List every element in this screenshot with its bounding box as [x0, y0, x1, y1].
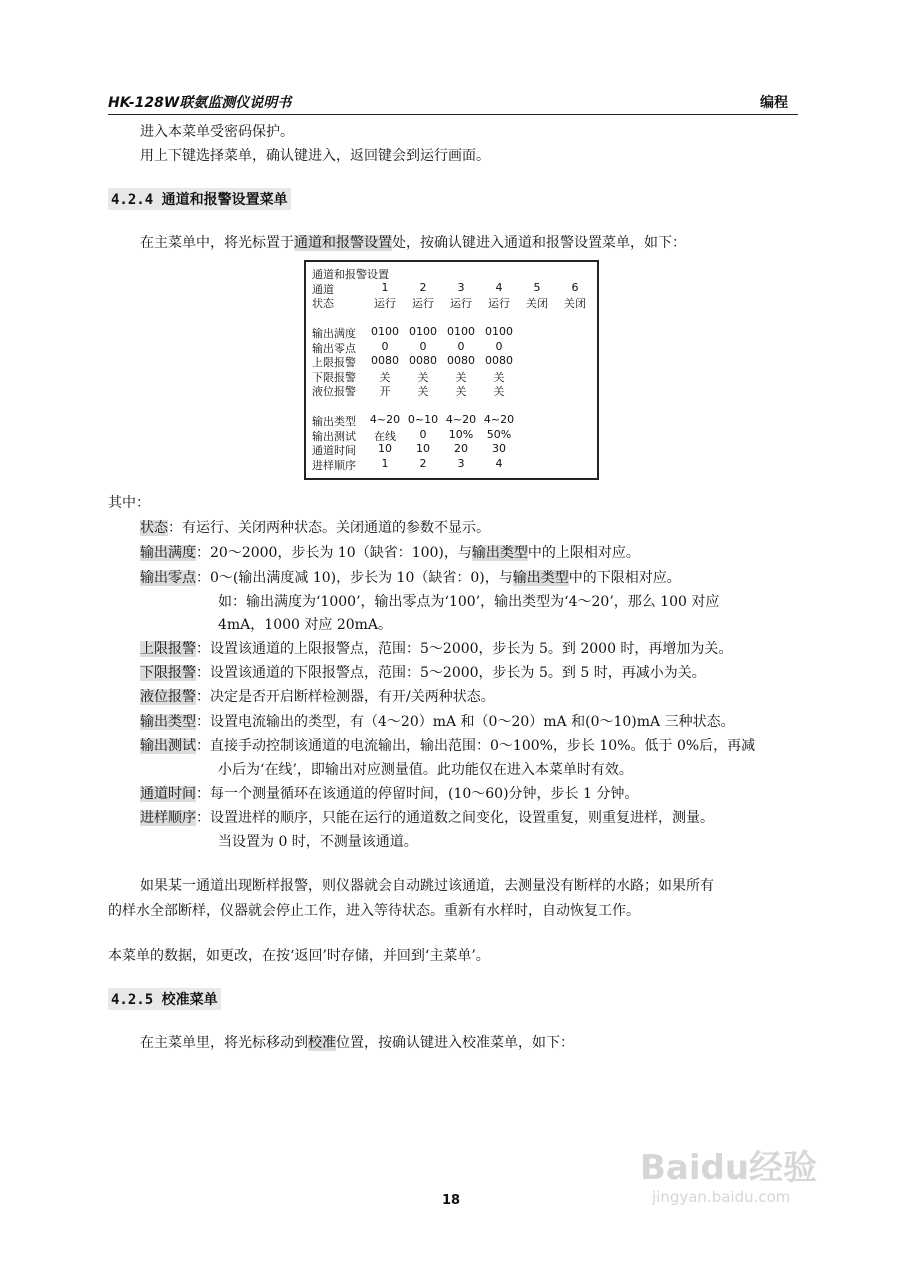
screen-cell: 0080 — [409, 354, 437, 367]
def-sep: ： — [196, 545, 210, 561]
label-qizhong: 其中： — [108, 495, 150, 511]
def-desc: 设置进样的顺序，只能在运行的通道数之间变化，设置重复，则重复进样，测量。 — [210, 810, 714, 826]
def-desc: 设置该通道的上限报警点，范围：5～2000，步长为 5。到 2000 时，再增加为关。 — [210, 641, 733, 657]
screen-cell: 4 — [495, 281, 503, 294]
page-number: 18 — [442, 1193, 461, 1208]
screen-cell: 关 — [379, 371, 391, 384]
text: 位置，按确认键进入校准菜单，如下： — [336, 1035, 574, 1051]
def-continuation: 小后为‘在线’，即输出对应测量值。此功能仅在进入本菜单时有效。 — [218, 762, 633, 778]
screen-cell: 0 — [419, 340, 427, 353]
screen-cell: 运行 — [374, 297, 396, 310]
def-term: 下限报警 — [140, 665, 196, 681]
screen-row-label: 液位报警 — [312, 385, 356, 398]
def-desc: 0～(输出满度减 10)，步长为 10（缺省：0)，与 — [210, 570, 513, 586]
screen-cell: 0080 — [485, 354, 513, 367]
screen-row-label: 输出满度 — [312, 327, 356, 340]
screen-cell: 1 — [381, 457, 389, 470]
screen-row-label: 输出类型 — [312, 415, 356, 428]
def-desc: 有运行、关闭两种状态。关闭通道的参数不显示。 — [182, 520, 490, 536]
def-desc: 中的上限相对应。 — [527, 545, 640, 561]
screen-cell: 关闭 — [526, 297, 548, 310]
section-heading-4-2-4 — [108, 188, 291, 210]
intro-line: 进入本菜单受密码保护。 — [140, 124, 294, 140]
highlight-term: 校准 — [308, 1035, 336, 1051]
def-desc: 每一个测量循环在该通道的停留时间，(10～60)分钟，步长 1 分钟。 — [210, 786, 639, 802]
def-term: 输出测试 — [140, 738, 196, 754]
def-sep: ： — [196, 689, 210, 705]
screen-cell: 0~10 — [407, 413, 439, 426]
screen-cell: 0080 — [371, 354, 399, 367]
screen-cell: 6 — [571, 281, 579, 294]
screen-cell: 0 — [381, 340, 389, 353]
text: 在主菜单里，将光标移动到 — [140, 1035, 308, 1051]
def-item — [140, 662, 706, 682]
def-item — [140, 638, 732, 658]
screen-cell: 4~20 — [483, 413, 515, 426]
screen-cell: 运行 — [450, 297, 472, 310]
screen-row-label: 输出零点 — [312, 342, 356, 355]
screen-row-label: 通道时间 — [312, 444, 356, 457]
def-sep: ： — [196, 714, 210, 730]
def-sep: ： — [196, 738, 210, 754]
screen-cell: 5 — [533, 281, 541, 294]
text: 在主菜单中，将光标置于 — [140, 235, 294, 251]
screen-cell: 30 — [492, 442, 506, 455]
def-item — [140, 783, 638, 803]
def-term: 输出零点 — [140, 570, 196, 586]
def-item — [140, 735, 755, 755]
def-continuation: 当设置为 0 时，不测量该通道。 — [218, 834, 418, 850]
def-term: 通道时间 — [140, 786, 196, 802]
def-sep: ： — [196, 810, 210, 826]
screen-cell: 关 — [417, 385, 429, 398]
screen-cell: 运行 — [488, 297, 510, 310]
def-sep: ： — [196, 665, 210, 681]
highlight-term: 输出类型 — [471, 545, 528, 561]
def-item — [140, 686, 495, 706]
screen-cell: 4~20 — [445, 413, 477, 426]
def-item — [140, 517, 490, 537]
def-desc: 直接手动控制该通道的电流输出，输出范围：0～100%，步长 10%。低于 0%后，再减 — [210, 738, 756, 754]
screen-cell: 在线 — [374, 430, 396, 443]
screen-cell: 开 — [379, 385, 391, 398]
def-item — [140, 711, 735, 731]
screen-cell: 4 — [495, 457, 503, 470]
screen-cell: 关 — [455, 385, 467, 398]
screen-cell: 关 — [455, 371, 467, 384]
screen-cell: 2 — [419, 457, 427, 470]
screen-cell: 0080 — [447, 354, 475, 367]
def-item — [140, 567, 681, 587]
def-item — [140, 542, 640, 562]
def-sep: ： — [196, 570, 210, 586]
paragraph — [140, 1032, 574, 1052]
def-term: 上限报警 — [140, 641, 196, 657]
paragraph-line: 的样水全部断样，仪器就会停止工作，进入等待状态。重新有水样时，自动恢复工作。 — [108, 903, 640, 919]
section-number: 4.2.4 — [111, 192, 154, 208]
def-term: 输出满度 — [140, 545, 196, 561]
screen-row-label: 状态 — [312, 297, 334, 310]
def-term: 输出类型 — [140, 714, 196, 730]
def-term: 液位报警 — [140, 689, 196, 705]
watermark-url: jingyan.baidu.com — [652, 1188, 791, 1206]
def-desc: 20～2000，步长为 10（缺省：100)，与 — [210, 545, 472, 561]
screen-cell: 0 — [419, 428, 427, 441]
def-term: 状态 — [140, 520, 168, 536]
screen-cell: 关 — [493, 371, 505, 384]
screen-cell: 0 — [495, 340, 503, 353]
screen-cell: 关闭 — [564, 297, 586, 310]
screen-cell: 0 — [457, 340, 465, 353]
screen-cell: 10% — [448, 428, 474, 441]
screen-row-label: 输出测试 — [312, 430, 356, 443]
screen-cell: 0100 — [371, 325, 399, 338]
screen-row-label: 通道 — [312, 283, 334, 296]
screen-cell: 10 — [416, 442, 430, 455]
screen-row-label: 上限报警 — [312, 356, 356, 369]
screen-row-label: 进样顺序 — [312, 459, 356, 472]
def-desc: 设置电流输出的类型，有（4～20）mA 和（0～20）mA 和(0～10)mA 三种状态。 — [210, 714, 735, 730]
screen-cell: 3 — [457, 457, 465, 470]
section-number: 4.2.5 — [111, 992, 154, 1008]
header-rule — [108, 114, 798, 115]
def-desc: 设置该通道的下限报警点，范围：5～2000，步长为 5。到 5 时，再减小为关。 — [210, 665, 706, 681]
section-heading-4-2-5 — [108, 988, 221, 1010]
def-sep: ： — [168, 520, 182, 536]
paragraph-line: 如果某一通道出现断样报警，则仪器就会自动跳过该通道，去测量没有断样的水路；如果所有 — [140, 878, 714, 894]
screen-cell: 0100 — [409, 325, 437, 338]
screen-cell: 运行 — [412, 297, 434, 310]
screen-row-label: 下限报警 — [312, 371, 356, 384]
def-term: 进样顺序 — [140, 810, 196, 826]
section-title: 校准菜单 — [161, 992, 218, 1008]
section-title: 通道和报警设置菜单 — [161, 192, 288, 208]
screen-cell: 关 — [493, 385, 505, 398]
example-line: 4mA，1000 对应 20mA。 — [218, 617, 393, 633]
screen-cell: 4~20 — [369, 413, 401, 426]
def-desc: 中的下限相对应。 — [568, 570, 681, 586]
screen-cell: 0100 — [447, 325, 475, 338]
screen-cell: 3 — [457, 281, 465, 294]
paragraph: 本菜单的数据，如更改，在按‘返回’时存储，并回到‘主菜单’。 — [108, 948, 490, 964]
screen-cell: 0100 — [485, 325, 513, 338]
screen-cell: 1 — [381, 281, 389, 294]
chapter-label: 编程 — [760, 95, 788, 111]
screen-cell: 50% — [486, 428, 512, 441]
screen-cell: 10 — [378, 442, 392, 455]
example-line: 如：输出满度为‘1000’，输出零点为‘100’，输出类型为‘4～20’，那么 100 对应 — [218, 594, 720, 610]
def-sep: ： — [196, 786, 210, 802]
screen-cell: 2 — [419, 281, 427, 294]
watermark-logo: Baidu经验 — [640, 1148, 818, 1188]
screen-cell: 20 — [454, 442, 468, 455]
def-sep: ： — [196, 641, 210, 657]
text: 处，按确认键进入通道和报警设置菜单，如下： — [392, 235, 686, 251]
screen-cell: 关 — [417, 371, 429, 384]
highlight-term: 通道和报警设置 — [294, 235, 392, 251]
paragraph — [140, 232, 686, 252]
highlight-term: 输出类型 — [512, 570, 569, 586]
intro-line: 用上下键选择菜单，确认键进入，返回键会到运行画面。 — [140, 148, 490, 164]
def-item — [140, 807, 714, 827]
document-title: HK-128W联氨监测仪说明书 — [108, 95, 292, 111]
menu-screen-figure — [304, 260, 599, 480]
def-desc: 决定是否开启断样检测器，有开/关两种状态。 — [210, 689, 495, 705]
screen-title: 通道和报警设置 — [312, 268, 389, 281]
